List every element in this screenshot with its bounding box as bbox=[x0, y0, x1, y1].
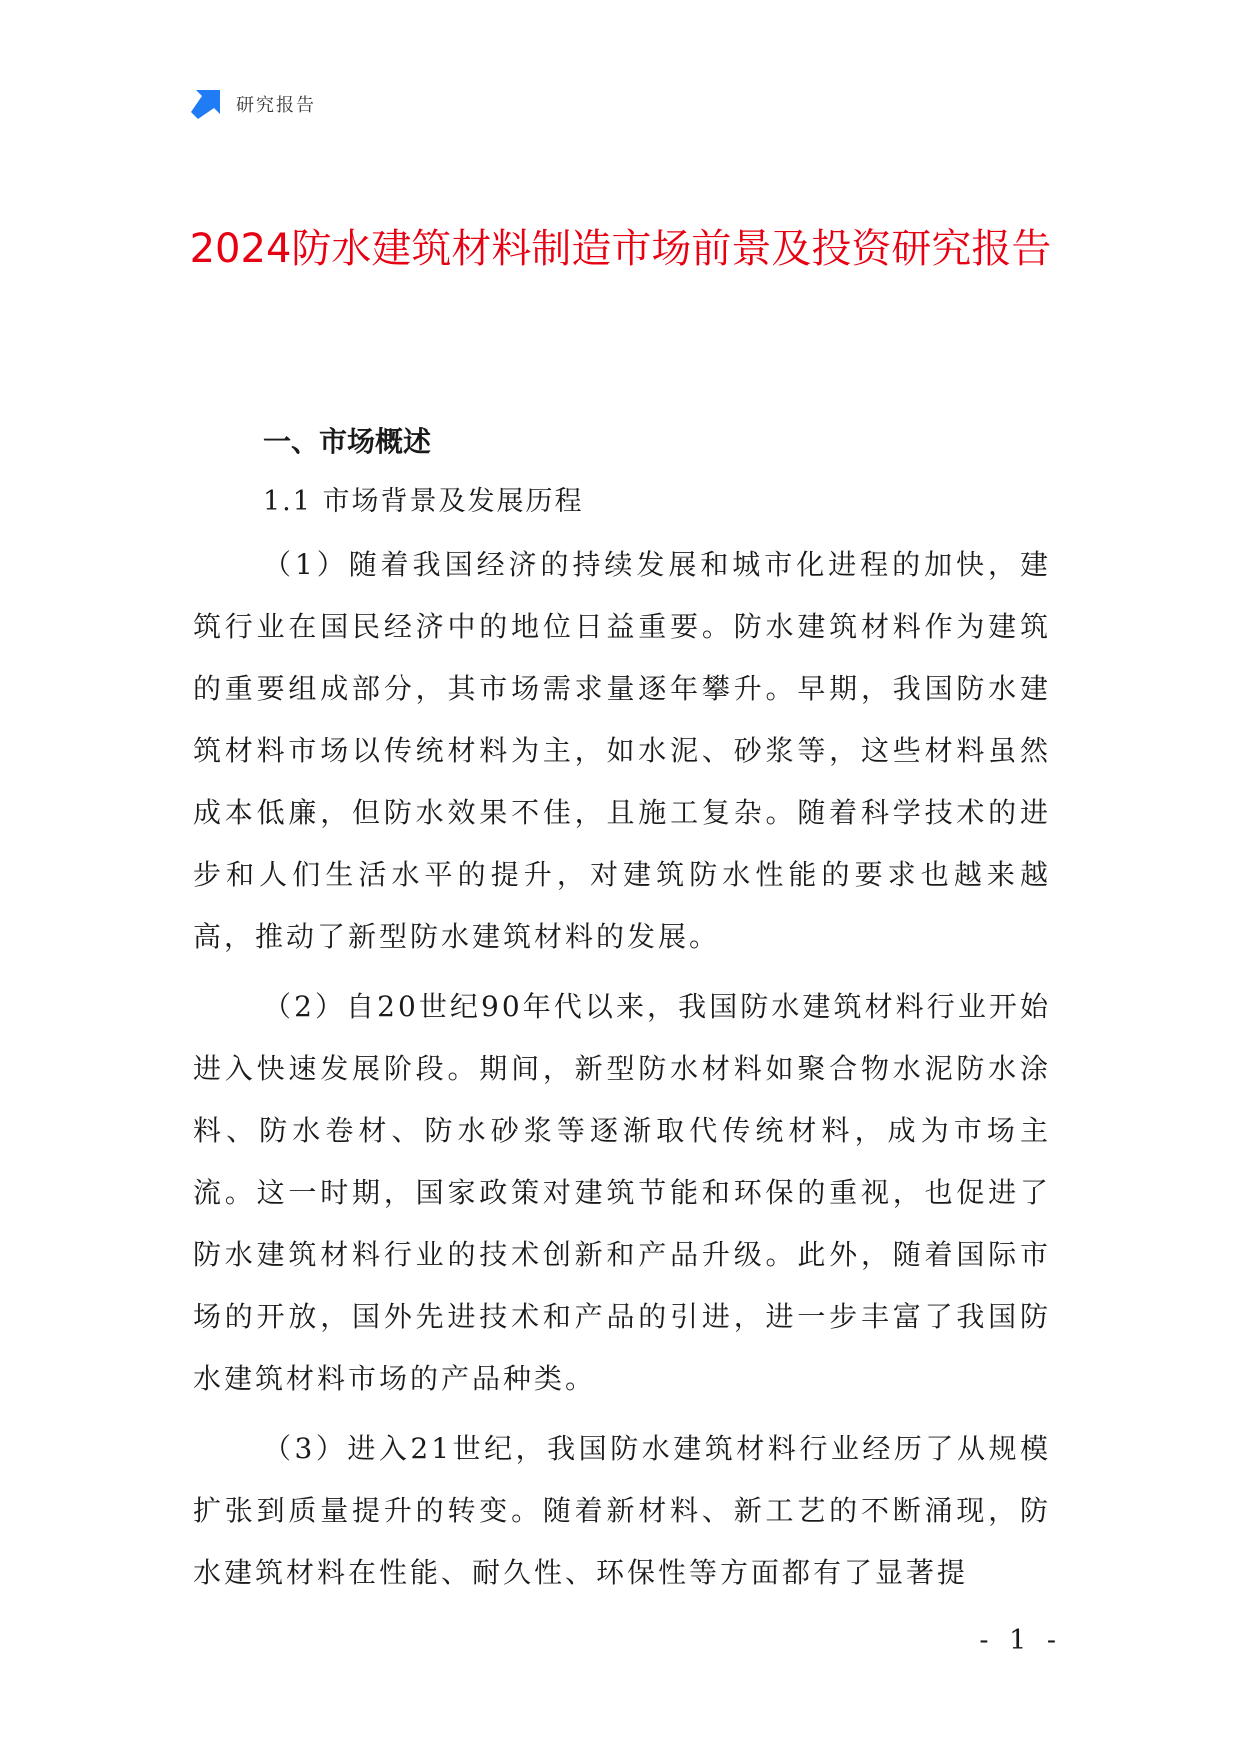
report-body bbox=[193, 418, 1051, 1612]
paragraph-3: （3）进入21世纪，我国防水建筑材料行业经历了从规模扩张到质量提升的转变。随着新材料、新工艺的不断涌现，防水建筑材料在性能、耐久性、环保性等方面都有了显著提 bbox=[193, 1432, 1051, 1589]
paragraph-1: （1）随着我国经济的持续发展和城市化进程的加快，建筑行业在国民经济中的地位日益重要。防水建筑材料作为建筑的重要组成部分，其市场需求量逐年攀升。早期，我国防水建筑材料市场以传统材料为主，如水泥、砂浆等，这些材料虽然成本低廉，但防水效果不佳，且施工复杂。随着科学技术的进步和人们生活水平的提升，对建筑防水性能的要求也越来越高，推动了新型防水建筑材料的发展。 bbox=[193, 548, 1051, 953]
page-number: - 1 - bbox=[979, 1625, 1062, 1656]
section-heading: 一、市场概述 bbox=[263, 425, 432, 458]
paragraph-2: （2）自20世纪90年代以来，我国防水建筑材料行业开始进入快速发展阶段。期间，新型防水材料如聚合物水泥防水涂料、防水卷材、防水砂浆等逐渐取代传统材料，成为市场主流。这一时期，国家政策对建筑节能和环保的重视，也促进了防水建筑材料行业的技术创新和产品升级。此外，随着国际市场的开放，国外先进技术和产品的引进，进一步丰富了我国防水建筑材料市场的产品种类。 bbox=[193, 990, 1051, 1395]
report-title: 2024防水建筑材料制造市场前景及投资研究报告 bbox=[189, 226, 1052, 272]
document-header bbox=[190, 88, 316, 120]
arrow-up-right-icon bbox=[190, 88, 222, 120]
header-label: 研究报告 bbox=[236, 95, 316, 116]
subsection-heading: 1.1 市场背景及发展历程 bbox=[263, 486, 584, 517]
